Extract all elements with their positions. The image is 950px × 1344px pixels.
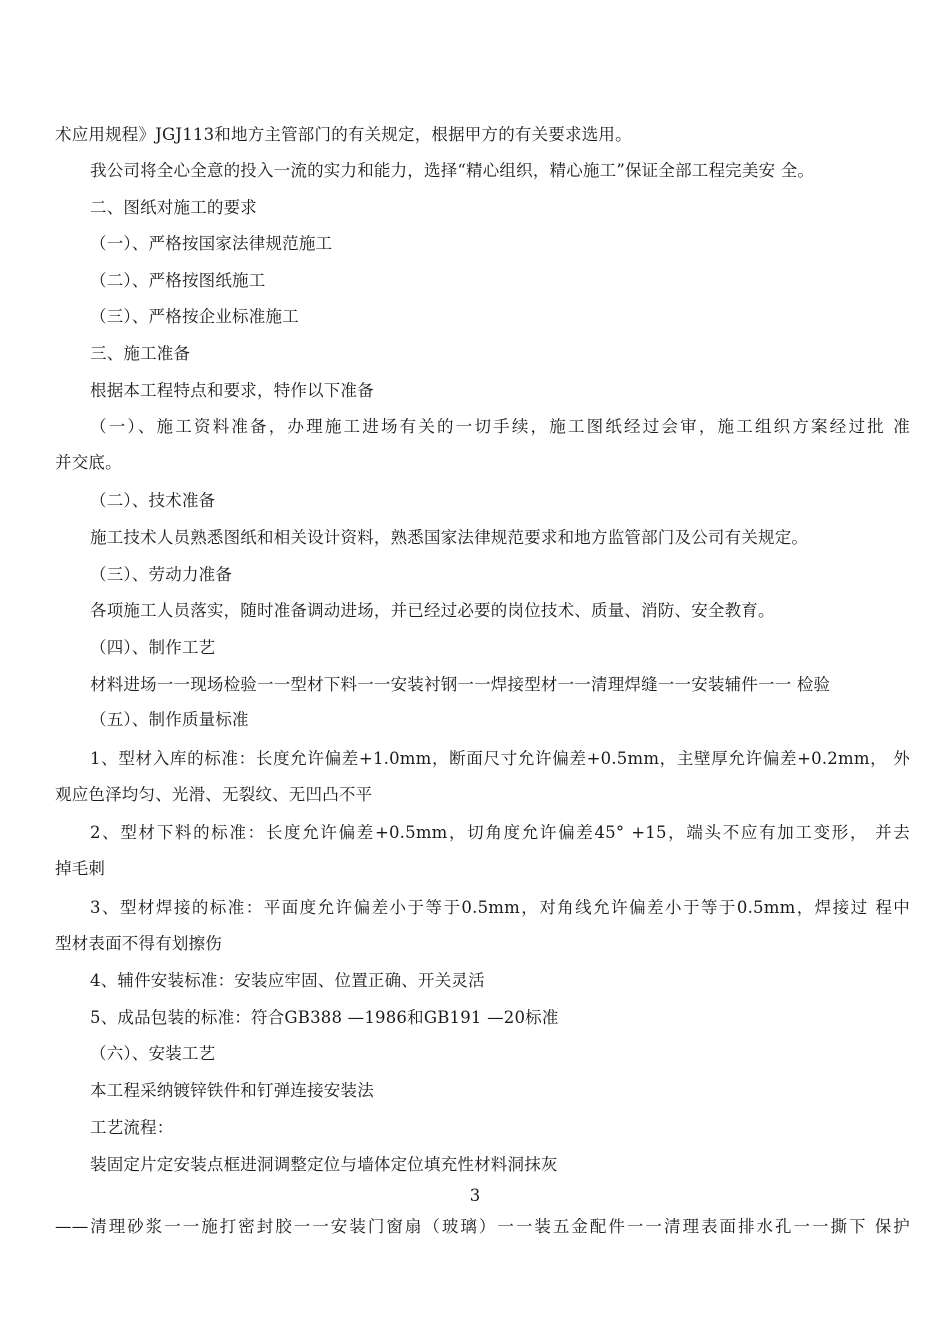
subsection-heading: （五）、制作质量标准 xyxy=(90,710,249,729)
text-line: （一）、严格按国家法律规范施工 xyxy=(90,234,333,253)
subsection-heading: （二）、技术准备 xyxy=(90,491,216,510)
text-line: 并交底。 xyxy=(55,453,122,472)
text-line: 1、型材入库的标准：长度允许偏差+1.0mm，断面尺寸允许偏差+0.5mm，主壁厚允许偏差+0.2mm， 外 xyxy=(90,749,910,768)
text-line: 装固定片定安装点框进洞调整定位与墙体定位填充性材料洞抹灰 xyxy=(90,1155,558,1174)
subsection-heading: （三）、劳动力准备 xyxy=(90,565,233,584)
text-line: （三）、严格按企业标准施工 xyxy=(90,307,299,326)
subsection-heading: （六）、安装工艺 xyxy=(90,1044,216,1063)
text-line: 术应用规程》JGJ113和地方主管部门的有关规定，根据甲方的有关要求选用。 xyxy=(55,125,632,144)
text-line: 各项施工人员落实，随时准备调动进场，并已经过必要的岗位技术、质量、消防、安全教育。 xyxy=(90,601,775,620)
text-line: （一）、施工资料准备，办理施工进场有关的一切手续，施工图纸经过会审，施工组织方案经过批 准 xyxy=(90,417,910,436)
text-line: 根据本工程特点和要求，特作以下准备 xyxy=(90,381,374,400)
text-line: 5、成品包装的标准：符合GB388 —1986和GB191 —20标准 xyxy=(90,1008,559,1027)
text-line: 施工技术人员熟悉图纸和相关设计资料，熟悉国家法律规范要求和地方监管部门及公司有关规定。 xyxy=(90,528,809,547)
text-line: 工艺流程： xyxy=(90,1118,174,1137)
text-line: ——清理砂浆一一施打密封胶一一安装门窗扇（玻璃）一一装五金配件一一清理表面排水孔一一撕下 保护 xyxy=(55,1217,910,1236)
text-line: 掉毛刺 xyxy=(55,859,106,878)
text-line: 3、型材焊接的标准：平面度允许偏差小于等于0.5mm，对角线允许偏差小于等于0.5mm，焊接过 程中 xyxy=(90,898,910,917)
page-number: 3 xyxy=(469,1186,481,1205)
section-heading: 二、图纸对施工的要求 xyxy=(90,198,257,217)
text-line: 材料进场一一现场检验一一型材下料一一安装衬钢一一焊接型材一一清理焊缝一一安装辅件一一 检验 xyxy=(90,675,831,694)
text-line: 4、辅件安装标准：安装应牢固、位置正确、开关灵活 xyxy=(90,971,485,990)
text-line: 观应色泽均匀、光滑、无裂纹、无凹凸不平 xyxy=(55,785,373,804)
section-heading: 三、施工准备 xyxy=(90,344,191,363)
text-line: 2、型材下料的标准：长度允许偏差+0.5mm，切角度允许偏差45° +15，端头不应有加工变形， 并去 xyxy=(90,823,910,842)
text-line: 我公司将全心全意的投入一流的实力和能力，选择“精心组织，精心施工”保证全部工程完美安 全。 xyxy=(90,161,815,180)
text-line: （二）、严格按图纸施工 xyxy=(90,271,266,290)
text-line: 型材表面不得有划擦伤 xyxy=(55,934,222,953)
text-line: 本工程采纳镀锌铁件和钉弹连接安装法 xyxy=(90,1081,374,1100)
subsection-heading: （四）、制作工艺 xyxy=(90,638,216,657)
